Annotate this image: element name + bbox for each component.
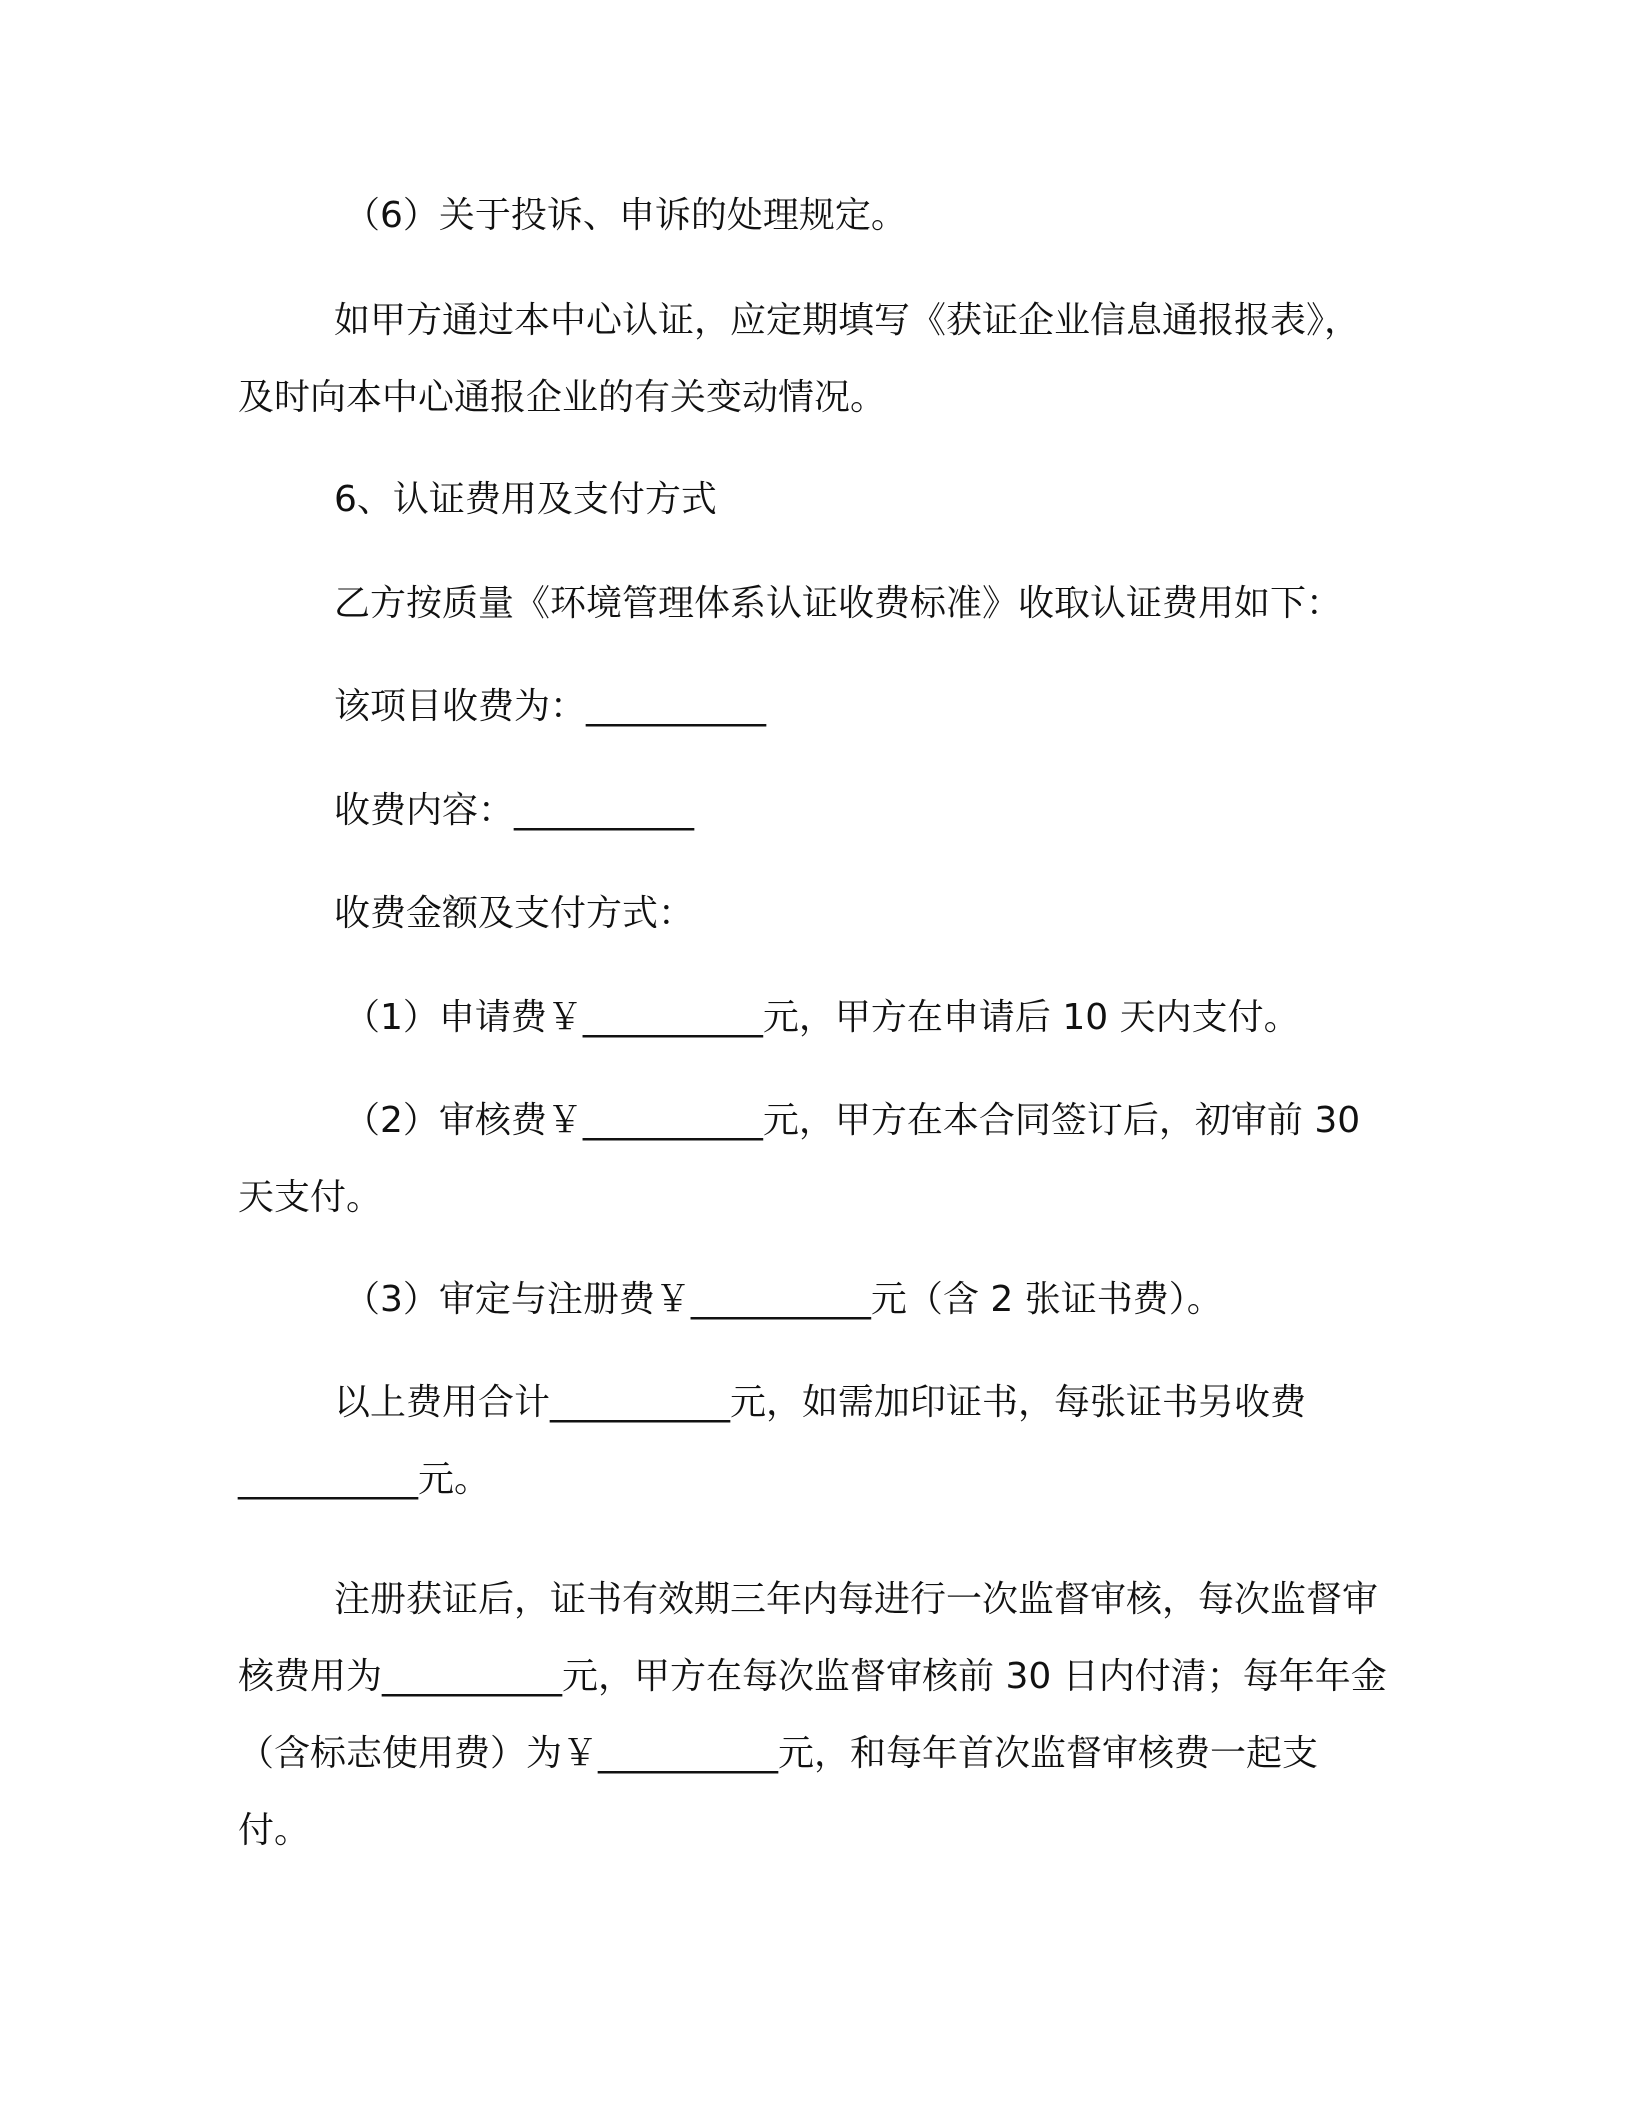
paragraph-audit-fee: （2）审核费￥__________元，甲方在本合同签订后，初审前 30 天支付。: [238, 1100, 1361, 1218]
paragraph-complaint-rules: （6）关于投诉、申诉的处理规定。: [344, 195, 907, 236]
paragraph-fee-content: 收费内容：__________: [334, 790, 695, 831]
paragraph-total-fee: 以上费用合计__________元，如需加印证书，每张证书另收费__________元。: [238, 1382, 1307, 1500]
paragraph-registration-fee: （3）审定与注册费￥__________元（含 2 张证书费）。: [344, 1279, 1223, 1320]
paragraph-certified-info-report: 如甲方通过本中心认证，应定期填写《获证企业信息通报报表》，及时向本中心通报企业的有关变动情况。: [238, 300, 1361, 418]
paragraph-surveillance-fee: 注册获证后，证书有效期三年内每进行一次监督审核，每次监督审核费用为__________元，甲方在每次监督审核前 30 日内付清；每年年金（含标志使用费）为￥__________元，和每年首次监督审核费一起支付。: [238, 1579, 1387, 1851]
paragraph-project-fee: 该项目收费为：__________: [334, 686, 767, 727]
paragraph-fee-standard: 乙方按质量《环境管理体系认证收费标准》收取认证费用如下：: [334, 583, 1343, 624]
paragraph-application-fee: （1）申请费￥__________元，甲方在申请后 10 天内支付。: [344, 997, 1300, 1038]
paragraph-payment-method: 收费金额及支付方式：: [334, 893, 695, 934]
section-heading-fees: 6、认证费用及支付方式: [334, 479, 717, 520]
